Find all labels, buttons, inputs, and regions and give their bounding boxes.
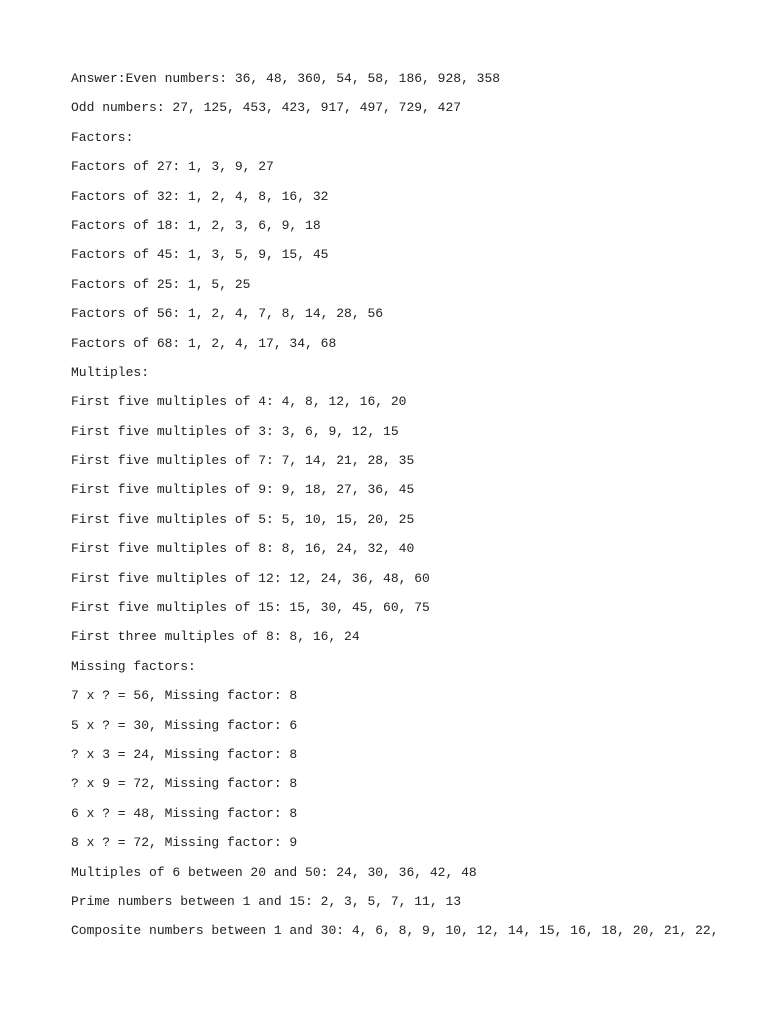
odd-numbers: Odd numbers: 27, 125, 453, 423, 917, 497, 729, 427: [71, 100, 462, 116]
answer-even-numbers: Answer:Even numbers: 36, 48, 360, 54, 58, 186, 928, 358: [71, 71, 501, 86]
factors-of-32: Factors of 32: 1, 2, 4, 8, 16, 32: [71, 188, 329, 204]
multiples-of-12: First five multiples of 12: 12, 24, 36, 48, 60: [71, 570, 430, 586]
multiples-of-8: First five multiples of 8: 8, 16, 24, 32, 40: [71, 541, 415, 557]
missing-factor-line: 7 x ? = 56, Missing factor: 8: [71, 688, 298, 704]
multiples-heading: Multiples:: [71, 364, 150, 380]
multiples-of-4: First five multiples of 4: 4, 8, 12, 16, 20: [71, 394, 407, 410]
missing-factor-line: 6 x ? = 48, Missing factor: 8: [71, 805, 298, 821]
composite-numbers-range: Composite numbers between 1 and 30: 4, 6, 8, 9, 10, 12, 14, 15, 16, 18, 20, 21, 22,: [71, 923, 719, 939]
factors-of-56: Factors of 56: 1, 2, 4, 7, 8, 14, 28, 56: [71, 306, 384, 322]
factors-of-45: Factors of 45: 1, 3, 5, 9, 15, 45: [71, 247, 329, 263]
missing-factors-heading: Missing factors:: [71, 658, 196, 674]
factors-of-18: Factors of 18: 1, 2, 3, 6, 9, 18: [71, 217, 321, 233]
document-body: [71, 70, 751, 952]
factors-of-27: Factors of 27: 1, 3, 9, 27: [71, 159, 274, 175]
missing-factor-line: ? x 9 = 72, Missing factor: 8: [71, 776, 298, 792]
multiples-of-5: First five multiples of 5: 5, 10, 15, 20, 25: [71, 511, 415, 527]
multiples-of-7: First five multiples of 7: 7, 14, 21, 28, 35: [71, 453, 415, 469]
missing-factor-line: ? x 3 = 24, Missing factor: 8: [71, 746, 298, 762]
factors-of-25: Factors of 25: 1, 5, 25: [71, 276, 251, 292]
first-three-multiples-of-8: First three multiples of 8: 8, 16, 24: [71, 629, 360, 645]
multiples-of-6-range: Multiples of 6 between 20 and 50: 24, 30, 36, 42, 48: [71, 864, 477, 880]
multiples-of-15: First five multiples of 15: 15, 30, 45, 60, 75: [71, 600, 430, 616]
factors-of-68: Factors of 68: 1, 2, 4, 17, 34, 68: [71, 335, 337, 351]
multiples-of-9: First five multiples of 9: 9, 18, 27, 36, 45: [71, 482, 415, 498]
missing-factor-line: 8 x ? = 72, Missing factor: 9: [71, 835, 298, 851]
factors-heading: Factors:: [71, 129, 134, 145]
missing-factor-line: 5 x ? = 30, Missing factor: 6: [71, 717, 298, 733]
multiples-of-3: First five multiples of 3: 3, 6, 9, 12, 15: [71, 423, 399, 439]
prime-numbers-range: Prime numbers between 1 and 15: 2, 3, 5, 7, 11, 13: [71, 893, 462, 909]
